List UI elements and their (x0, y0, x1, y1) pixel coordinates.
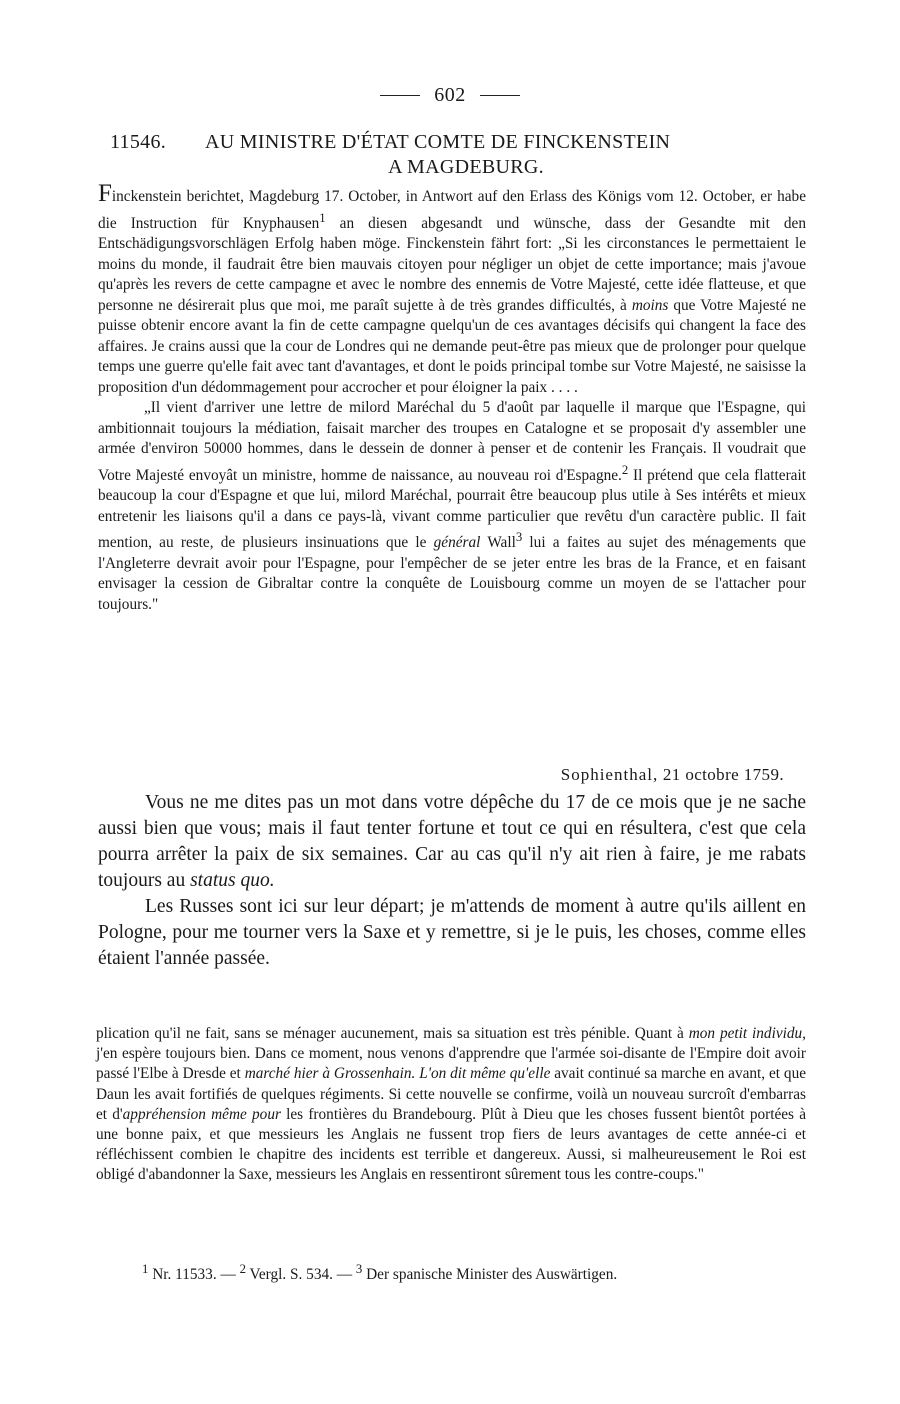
summary-paragraph-1: Finckenstein berichtet, Magdeburg 17. October, in Antwort auf den Erlass des Königs vom 12. October, er habe die Instruction für Knyphausen$^1$ an diesen abgesandt und wünsche, dass der Gesandte mit den Entschädigungsvorschlägen Erfolg haben möge. Finckenstein fährt fort: „Si les circonstances le permettaient le moins du monde, il faudrait être bien mauvais citoyen pour négliger un objet de cette importance; mais j'avoue qu'après les revers de cette campagne et avec le nombre des ennemis de Votre Majesté, cette idée flatteuse, et que personne ne désirerait plus que moi, me paraît sujette à de très grandes difficultés, à moins que Votre Majesté ne puisse obtenir encore avant la fin de cette campagne quelqu'un de ces avantages décisifs qui changent la face des affaires. Je crains aussi que la cour de Londres qui ne demande peut-être pas mieux que de prolonger pour quelque temps une guerre qu'elle fait avec tant d'avantages, et dont le poids principal tombe sur Votre Majesté, ne saisisse la proposition d'un dédommagement pour accrocher et pour éloigner la paix . . . . (98, 180, 806, 396)
heading-title-line2: A MAGDEBURG. (388, 156, 544, 178)
dateline (98, 765, 784, 785)
document-heading (110, 130, 810, 180)
footnote-2: Vergl. S. 534. — (245, 1266, 356, 1284)
letter-paragraph-1: Vous ne me dites pas un mot dans votre dépêche du 17 de ce mois que je ne sache aussi bien que vous; mais il faut tenter fortune et tout ce qui en résultera, c'est que cela pourra arrêter la paix de six semaines. Car au cas qu'il n'y ait rien à faire, je me rabats toujours au status quo. (98, 792, 806, 891)
footnote-ref-1: 1 (319, 210, 326, 225)
footnote-3: Der spanische Minister des Auswärtigen. (362, 1266, 618, 1284)
footnote-2-mark: 2 (239, 1262, 246, 1276)
footnote-ref-2: 2 (621, 462, 629, 477)
page-number-row (0, 84, 900, 107)
footnote-ref-3: 3 (515, 530, 523, 545)
footnote-continuation: plication qu'il ne fait, sans se ménager aucunement, mais sa situation est très pénible. Quant à mon petit individu, j'en espère toujours bien. Dans ce moment, nous venons d'apprendre que l'armée soi-disante de l'Empire doit avoir passé l'Elbe à Dresde et marché hier à Grossenhain. L'on dit même qu'elle avait continué sa marche en avant, et que Daun les avait fortifiés de quelques régiments. Si cette nouvelle se confirme, voilà un nouveau surcroît d'embarras et d'appréhension même pour les frontières du Brandebourg. Plût à Dieu que les choses fussent bientôt portées à une bonne paix, et que messieurs les Anglais ne fussent trop fiers de leurs avantages de cette année-ci et réfléchissent combien le chapitre des incidents est terrible et dangereux. Aussi, si malheureusement le Roi est obligé d'abandonner la Saxe, messieurs les Anglais en ressentiront sûrement tous les contre-coups." (96, 1025, 807, 1184)
page-number: 602 (434, 84, 466, 106)
footnote-1: Nr. 11533. — (148, 1266, 240, 1284)
letter-body (98, 790, 806, 972)
summary-block (98, 180, 806, 615)
letter-paragraph-2: Les Russes sont ici sur leur départ; je m'attends de moment à autre qu'ils aillent en Pologne, pour me tourner vers la Saxe et y remettre, si je le puis, les choses, comme elles étaient l'année passée. (98, 896, 806, 969)
page-number-rule-right (480, 95, 520, 96)
page-number-rule-left (380, 95, 420, 96)
summary-paragraph-2: „Il vient d'arriver une lettre de milord Maréchal du 5 d'août par laquelle il marque que l'Espagne, qui ambitionnait toujours la médiation, faisait marcher des troupes en Catalogne et se proposait d'y assembler une armée d'environ 50000 hommes, dans le dessein de donner à penser et de contenir les Français. Il voudrait que Votre Majesté envoyât un ministre, homme de naissance, au nouveau roi d'Espagne.$^2$ Il prétend que cela flatterait beaucoup la cour d'Espagne et que lui, milord Maréchal, pourrait être beaucoup plus utile à Ses intérêts et mieux entretenir les liaisons qu'il a dans ce pays-là, vivant comme particulier que revêtu d'un caractère public. Il fait mention, au reste, de plusieurs insinuations que le général Wall$^3$ lui a faites au sujet des ménagements que l'Angleterre devrait avoir pour l'Espagne, pour l'empêcher de se jeter entre les bras de la France, et en faisant envisager la cession de Gibraltar contre la conquête de Louisbourg comme un moyen de se l'attacher pour toujours." (98, 399, 806, 613)
footnote-3-mark: 3 (355, 1262, 363, 1276)
document-number: 11546. (110, 131, 167, 153)
drop-cap: F (98, 180, 112, 207)
footnote-1-mark: 1 (142, 1262, 149, 1276)
footnotes (142, 1259, 806, 1285)
dateline-date: 21 octobre 1759. (658, 765, 784, 784)
heading-title-line1: AU MINISTRE D'ÉTAT COMTE DE FINCKENSTEIN (205, 131, 671, 153)
dateline-place: Sophienthal, (560, 765, 659, 784)
